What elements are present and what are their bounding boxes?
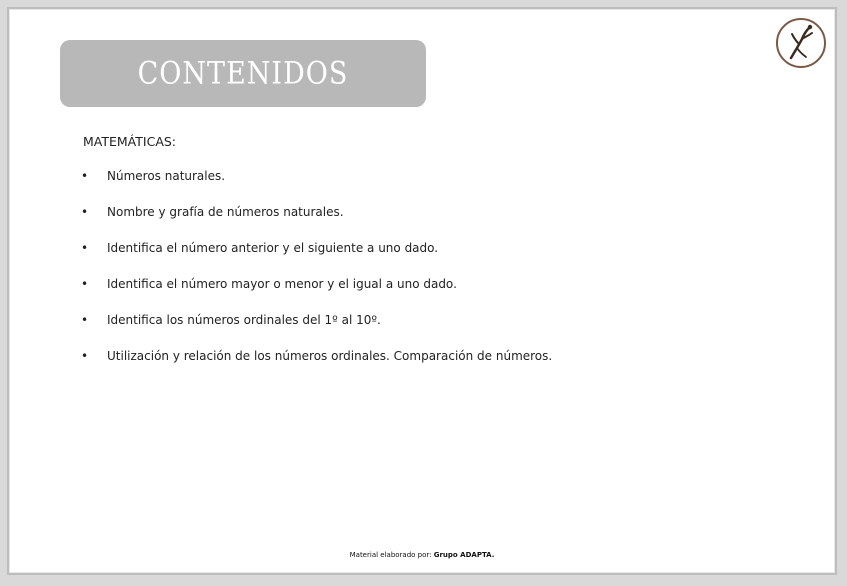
bullet-icon: • [81, 169, 89, 183]
list-item [81, 169, 552, 205]
footer-author: Grupo ADAPTA. [433, 551, 495, 559]
list-item-text: Identifica los números ordinales del 1º al 10º. [107, 313, 381, 327]
footer-credit [9, 551, 835, 559]
list-item-text: Identifica el número anterior y el siguiente a uno dado. [107, 241, 439, 255]
list-item [81, 349, 552, 385]
list-item [81, 277, 552, 313]
list-item-text: Utilización y relación de los números ordinales. Comparación de números. [107, 349, 553, 363]
bullet-icon: • [81, 277, 89, 291]
list-item [81, 313, 552, 349]
bullet-icon: • [81, 313, 89, 327]
bullet-icon: • [81, 241, 89, 255]
title-banner [60, 40, 426, 107]
subject-heading: MATEMÁTICAS: [83, 134, 177, 149]
bullet-icon: • [81, 349, 89, 363]
list-item-text: Números naturales. [107, 169, 226, 183]
footer-prefix: Material elaborado por: [349, 551, 434, 559]
dancer-logo-icon [775, 17, 827, 69]
bullet-icon: • [81, 205, 89, 219]
document-page [7, 7, 837, 575]
page-title: CONTENIDOS [137, 55, 349, 92]
list-item-text: Identifica el número mayor o menor y el igual a uno dado. [107, 277, 457, 291]
list-item-text: Nombre y grafía de números naturales. [107, 205, 344, 219]
content-list [81, 169, 552, 385]
list-item [81, 205, 552, 241]
list-item [81, 241, 552, 277]
